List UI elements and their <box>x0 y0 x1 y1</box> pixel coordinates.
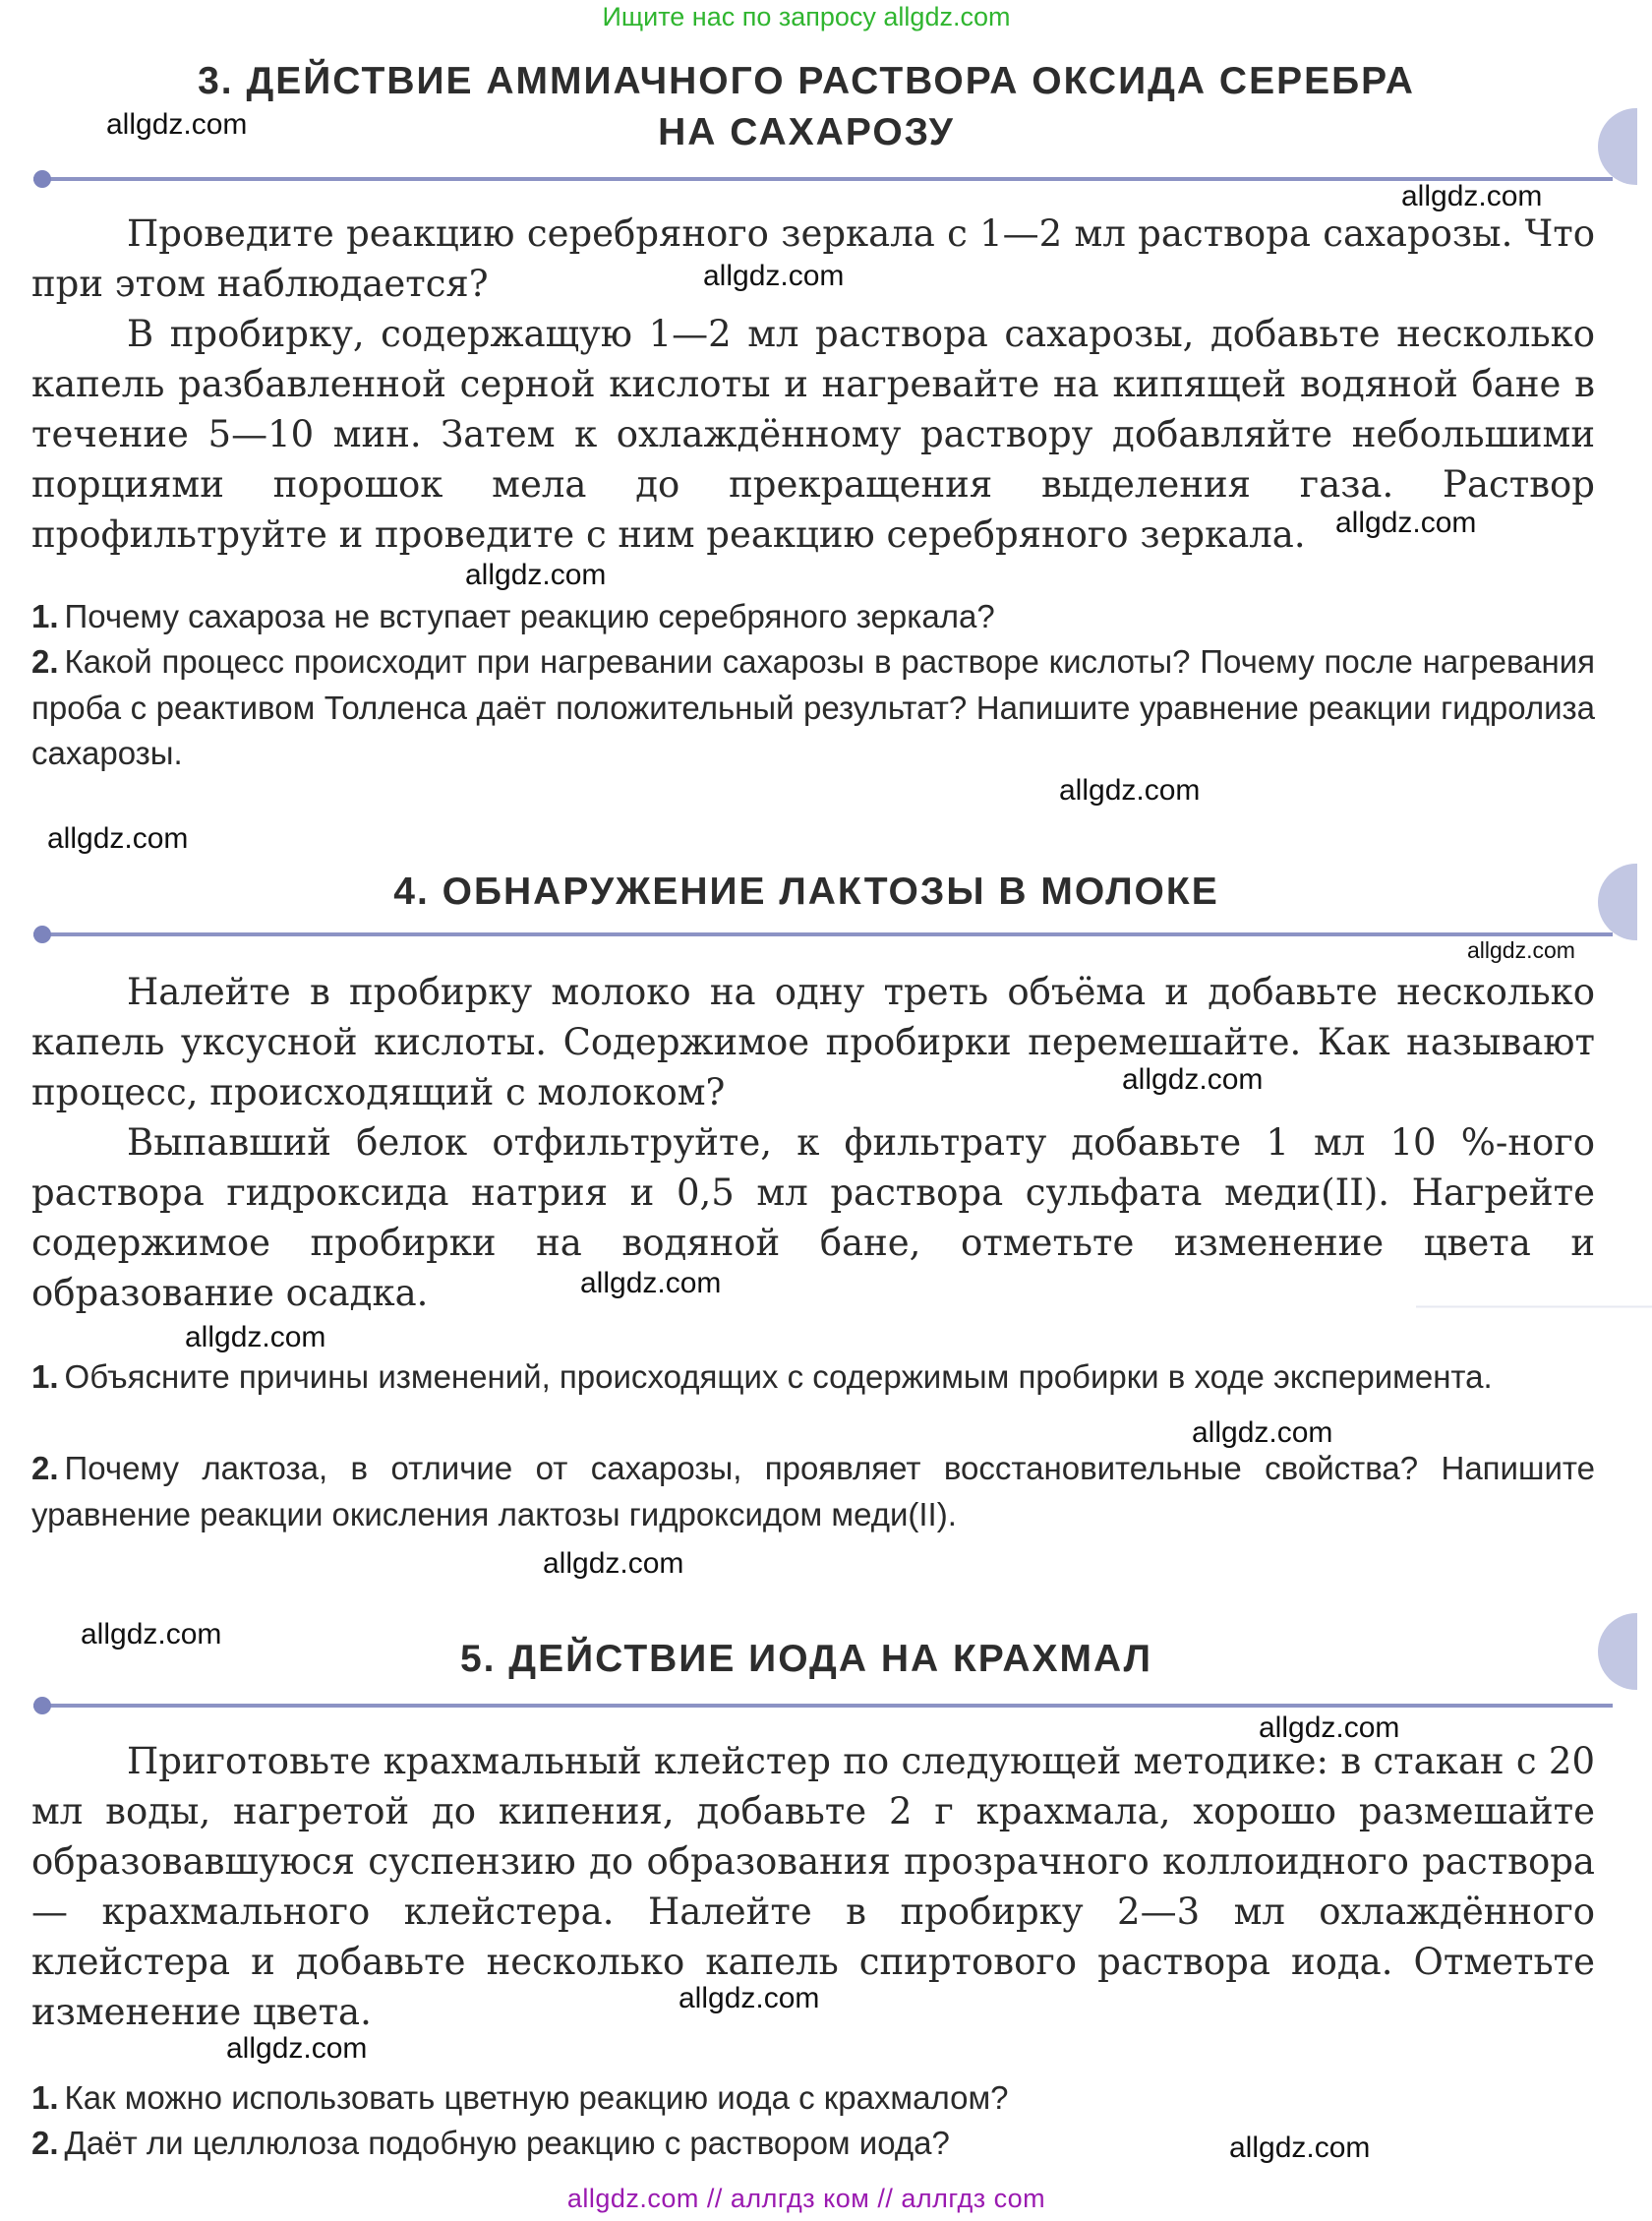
section-3-paragraph-2: В пробирку, содержащую 1—2 мл раствора сахарозы, добавьте несколько капель разбавленной серной кислоты и нагревайте на кипящей водяной бане в течение 5—10 мин. Затем к охлаждённому раствору добавляйте небольшими порциями порошок мела до прекращения выделения газа. Раствор профильтруйте и проведите с ним реакцию серебряного зеркала. <box>31 313 1595 556</box>
section-5-question-1: 1. Как можно использовать цветную реакцию иода с крахмалом? <box>31 2079 1009 2116</box>
watermark[interactable]: allgdz.com <box>1259 1711 1400 1744</box>
section-4-paragraph-1: Налейте в пробирку молоко на одну треть объёма и добавьте несколько капель уксусной кислоты. Содержимое пробирки перемешайте. Как называют процесс, происходящий с молоком? <box>31 971 1595 1113</box>
section-rule <box>33 932 1613 936</box>
section-4-paragraph-2: Выпавший белок отфильтруйте, к фильтрату добавьте 1 мл 10 %-ного раствора гидроксида натрия и 0,5 мл раствора сульфата меди(II). Нагрейте содержимое пробирки на водяной бане, отметьте изменение цвета и образование осадка. <box>31 1121 1595 1314</box>
watermark[interactable]: allgdz.com <box>1192 1416 1333 1449</box>
section-rule <box>33 177 1613 181</box>
section-3-question-2: 2. Какой процесс происходит при нагревании сахарозы в растворе кислоты? Почему после нагревания проба с реактивом Толленса даёт положительный результат? Напишите уравнение реакции гидролиза сахарозы. <box>31 643 1595 771</box>
watermark[interactable]: allgdz.com <box>226 2032 368 2065</box>
watermark[interactable]: allgdz.com <box>81 1618 222 1651</box>
watermark[interactable]: allgdz.com <box>580 1267 722 1299</box>
watermark[interactable]: allgdz.com <box>106 108 248 141</box>
rule-dot <box>33 926 51 943</box>
top-banner[interactable]: Ищите нас по запросу allgdz.com <box>602 2 1011 31</box>
bleed-through-decoration: ———————— <box>1416 1289 1652 1321</box>
section-5-question-2: 2. Даёт ли целлюлоза подобную реакцию с раствором иода? <box>31 2125 950 2161</box>
watermark[interactable]: allgdz.com <box>185 1321 326 1353</box>
section-4-question-1: 1. Объясните причины изменений, происходящих с содержимым пробирки в ходе эксперимента. <box>31 1358 1493 1395</box>
watermark[interactable]: allgdz.com <box>1059 774 1201 807</box>
section-rule <box>33 1704 1613 1708</box>
watermark[interactable]: allgdz.com <box>1335 507 1477 539</box>
watermark[interactable]: allgdz.com <box>703 260 845 292</box>
rule-dot <box>33 170 51 188</box>
watermark[interactable]: allgdz.com <box>1122 1063 1264 1096</box>
section-5-paragraph-1: Приготовьте крахмальный клейстер по следующей методике: в стакан с 20 мл воды, нагретой до кипения, добавьте 2 г крахмала, хорошо размешайте образовавшуюся суспензию до образования прозрачного коллоидного раствора — крахмального клейстера. Налейте в пробирку 2—3 мл охлаждённого клейстера и добавьте несколько капель спиртового раствора иода. Отметьте изменение цвета. <box>31 1740 1595 2033</box>
section-3-question-1: 1. Почему сахароза не вступает реакцию серебряного зеркала? <box>31 598 995 634</box>
section-4-question-2: 2. Почему лактоза, в отличие от сахарозы, проявляет восстановительные свойства? Напишите уравнение реакции окисления лактозы гидроксидом меди(II). <box>31 1450 1595 1532</box>
section-4-title: 4. ОБНАРУЖЕНИЕ ЛАКТОЗЫ В МОЛОКЕ <box>393 870 1219 913</box>
watermark[interactable]: allgdz.com <box>543 1547 684 1580</box>
section-3-title-line2: НА САХАРОЗУ <box>658 111 955 153</box>
watermark[interactable]: allgdz.com <box>1467 937 1575 963</box>
watermark[interactable]: allgdz.com <box>47 822 189 855</box>
section-3-title-line1: 3. ДЕЙСТВИЕ АММИАЧНОГО РАСТВОРА ОКСИДА СЕРЕБРА <box>198 60 1415 102</box>
section-3-paragraph-1: Проведите реакцию серебряного зеркала с 1—2 мл раствора сахарозы. Что при этом наблюдается? <box>31 212 1595 305</box>
watermark[interactable]: allgdz.com <box>465 559 607 591</box>
bottom-banner[interactable]: allgdz.com // аллгдз ком // аллгдз com <box>566 2184 1046 2213</box>
section-5-title: 5. ДЕЙСТВИЕ ИОДА НА КРАХМАЛ <box>459 1638 1153 1680</box>
watermark[interactable]: allgdz.com <box>1401 180 1543 212</box>
rule-dot <box>33 1697 51 1714</box>
watermark[interactable]: allgdz.com <box>678 1982 820 2014</box>
watermark[interactable]: allgdz.com <box>1229 2131 1371 2164</box>
